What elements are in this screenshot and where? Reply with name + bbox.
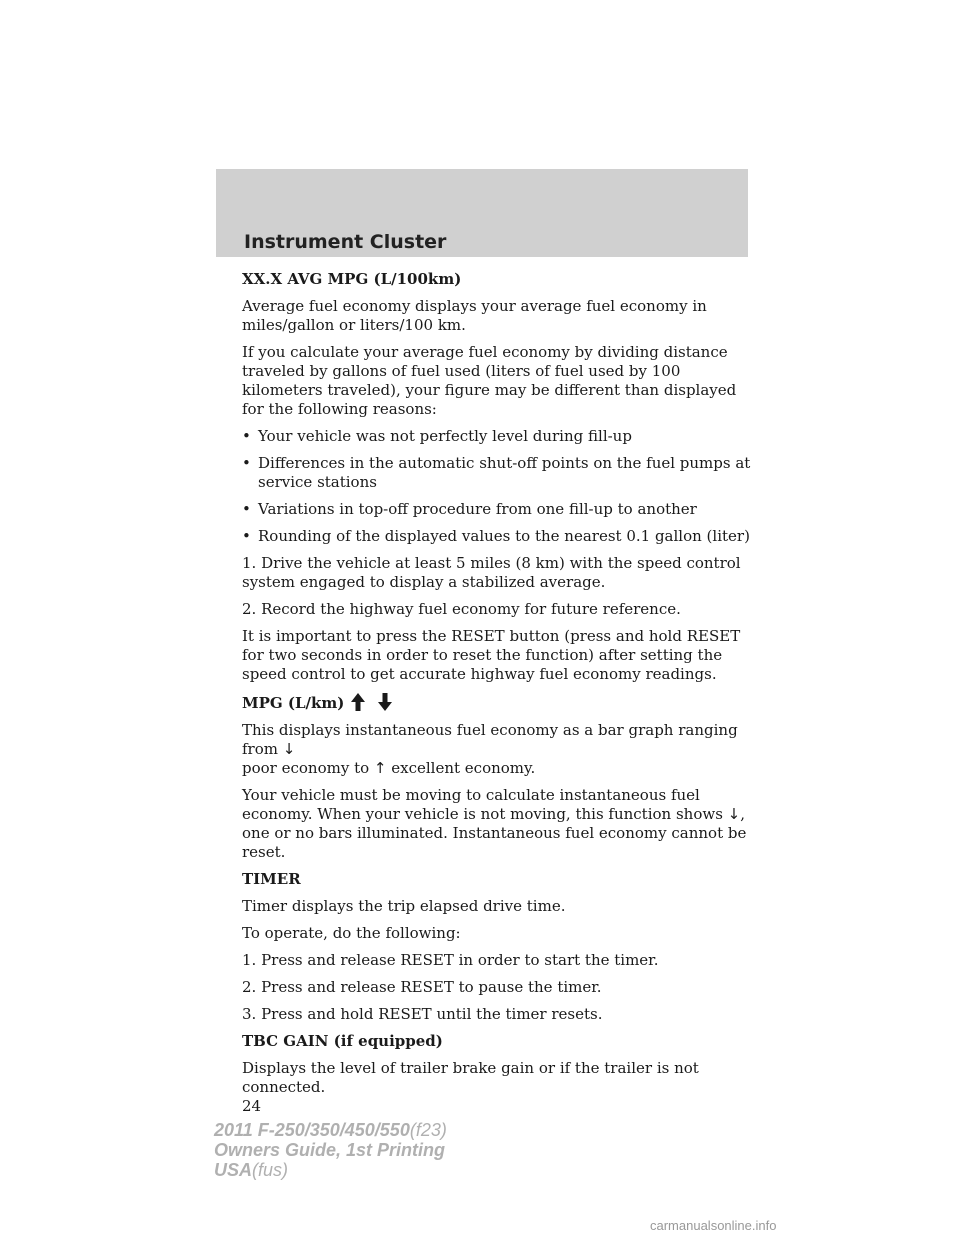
watermark[interactable]: carmanualsonline.info xyxy=(650,1218,777,1233)
page-number: 24 xyxy=(242,1097,262,1115)
avg-mpg-paragraph-2: If you calculate your average fuel economy by dividing distance traveled by gallons of fuel used (liters of fuel used by 100 kilometers traveled), your figure may be different than displayed for the following reasons: xyxy=(242,343,737,418)
list-item: • Your vehicle was not perfectly level during fill-up xyxy=(242,427,632,445)
tbc-heading: TBC GAIN (if equipped) xyxy=(242,1032,443,1050)
arrow-down-icon xyxy=(377,692,393,712)
page-content xyxy=(242,270,762,1124)
footer-line-2: Owners Guide, 1st Printing xyxy=(214,1140,446,1160)
document-footer xyxy=(214,1120,447,1180)
timer-step-2: 2. Press and release RESET to pause the timer. xyxy=(242,978,602,996)
section-title: Instrument Cluster xyxy=(244,231,447,253)
avg-mpg-paragraph-1: Average fuel economy displays your average fuel economy in miles/gallon or liters/100 km. xyxy=(242,297,707,334)
mpg-paragraph-2: Your vehicle must be moving to calculate instantaneous fuel economy. When your vehicle is not moving, this function shows ↓, one or no bars illuminated. Instantaneous fuel economy cannot be reset. xyxy=(242,786,747,861)
tbc-paragraph-1: Displays the level of trailer brake gain or if the trailer is not connected. xyxy=(242,1059,699,1096)
arrow-down-icon: ↓ xyxy=(727,805,741,823)
avg-mpg-step-2: 2. Record the highway fuel economy for future reference. xyxy=(242,600,681,618)
arrow-up-icon xyxy=(350,692,366,712)
arrow-up-icon: ↑ xyxy=(373,759,387,777)
footer-line-1: 2011 F-250/350/450/550(f23) xyxy=(214,1120,447,1140)
timer-step-1: 1. Press and release RESET in order to start the timer. xyxy=(242,951,659,969)
avg-mpg-paragraph-3: It is important to press the RESET button (press and hold RESET for two seconds in order to reset the function) after setting the speed control to get accurate highway fuel economy readings. xyxy=(242,627,741,683)
list-item: • Differences in the automatic shut-off points on the fuel pumps at service stations xyxy=(242,454,751,491)
mpg-paragraph-1: This displays instantaneous fuel economy as a bar graph ranging from ↓ poor economy to ↑ excellent economy. xyxy=(242,721,738,777)
footer-line-3: USA(fus) xyxy=(214,1160,289,1180)
avg-mpg-step-1: 1. Drive the vehicle at least 5 miles (8 km) with the speed control system engaged to display a stabilized average. xyxy=(242,554,741,591)
bullet-icon: • xyxy=(242,500,251,518)
list-item: • Rounding of the displayed values to the nearest 0.1 gallon (liter) xyxy=(242,527,750,545)
mpg-heading-line xyxy=(242,692,762,713)
bullet-icon: • xyxy=(242,527,251,545)
bullet-icon: • xyxy=(242,427,251,445)
mpg-heading: MPG (L/km) xyxy=(242,694,345,712)
timer-step-3: 3. Press and hold RESET until the timer resets. xyxy=(242,1005,603,1023)
arrow-down-icon: ↓ xyxy=(282,740,296,758)
section-header xyxy=(216,169,748,257)
timer-paragraph-2: To operate, do the following: xyxy=(242,924,461,942)
bullet-icon: • xyxy=(242,454,251,472)
timer-paragraph-1: Timer displays the trip elapsed drive time. xyxy=(242,897,566,915)
list-item: • Variations in top-off procedure from one fill-up to another xyxy=(242,500,697,518)
timer-heading: TIMER xyxy=(242,870,301,888)
avg-mpg-heading: XX.X AVG MPG (L/100km) xyxy=(242,270,462,288)
